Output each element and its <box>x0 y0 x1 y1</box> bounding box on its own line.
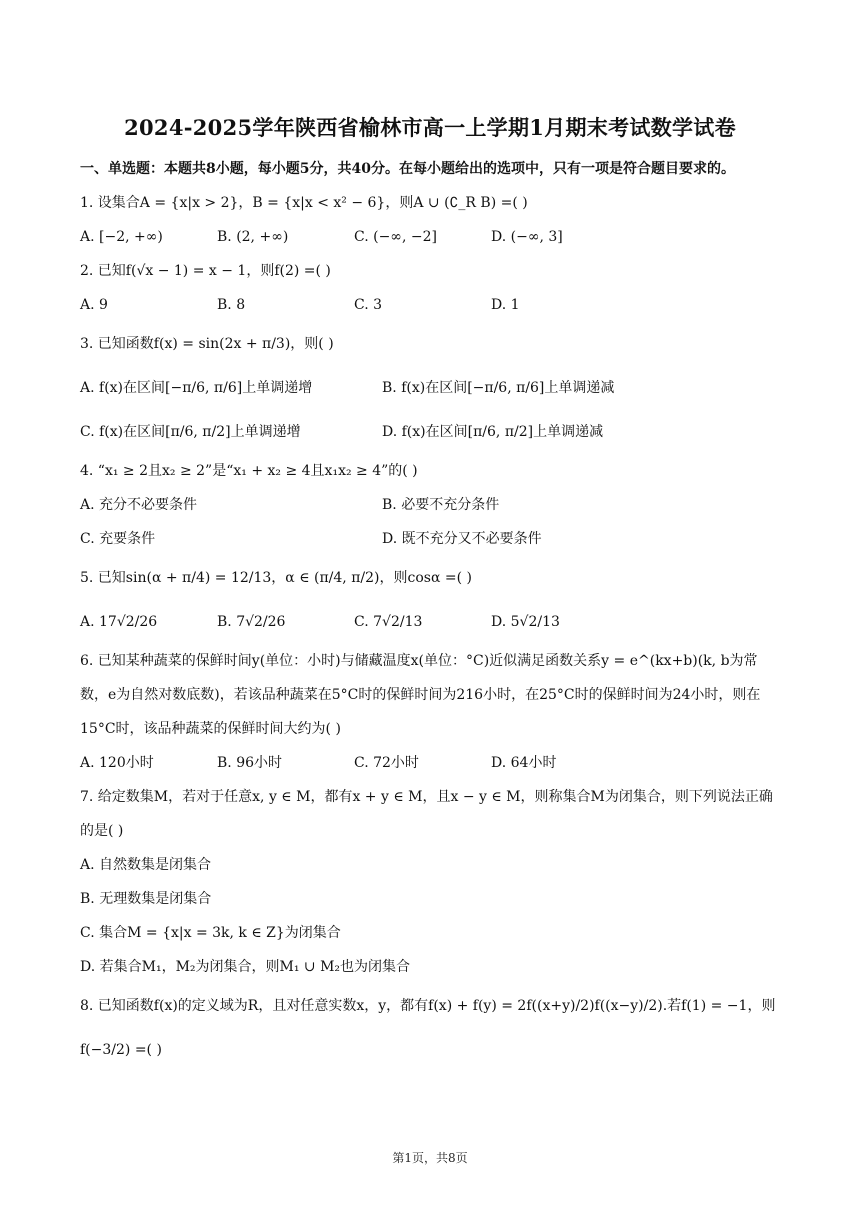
option-c: C. 72小时 <box>354 755 419 771</box>
option-d: D. 64小时 <box>491 755 557 771</box>
question-6-options <box>80 746 780 780</box>
question-1-options <box>80 220 780 254</box>
option-c: C. 7√2/13 <box>354 614 423 630</box>
question-1-stem: 1. 设集合A = {x|x > 2}，B = {x|x < x² − 6}，则A ∪ (∁_R B) =( ) <box>80 195 528 211</box>
section-heading: 一、单选题：本题共8小题，每小题5分，共40分。在每小题给出的选项中，只有一项是符合题目要求的。 <box>80 161 735 177</box>
option-a: A. 9 <box>80 297 108 313</box>
question-6-stem: 6. 已知某种蔬菜的保鲜时间y(单位：小时)与储藏温度x(单位：°C)近似满足函数关系y = e^(kx+b)(k, b为常数，e为自然对数底数)，若该品种蔬菜在5°C时的保鲜时间为216小时，在25°C时的保鲜时间为24小时，则在15°C时，该品种蔬菜的保鲜时间大约为( ) <box>80 653 761 737</box>
option-d: D. f(x)在区间[π/6, π/2]上单调递减 <box>382 424 604 440</box>
option-b: B. (2, +∞) <box>217 229 289 245</box>
page-footer: 第1页，共8页 <box>392 1151 468 1165</box>
option-b: B. f(x)在区间[−π/6, π/6]上单调递减 <box>382 380 615 396</box>
question-4-options-row2 <box>80 522 780 556</box>
question-2-options <box>80 288 780 322</box>
option-b: B. 7√2/26 <box>217 614 286 630</box>
question-list <box>80 152 780 1072</box>
option-d: D. 1 <box>491 297 520 313</box>
page-title: 2024-2025学年陕西省榆林市高一上学期1月期末考试数学试卷 <box>124 115 736 140</box>
option-a: A. 120小时 <box>80 755 154 771</box>
option-c: C. (−∞, −2] <box>354 229 437 245</box>
question-4-options-row1 <box>80 488 780 522</box>
option-c: C. 充要条件 <box>80 531 156 547</box>
option-a: A. 充分不必要条件 <box>80 497 198 513</box>
option-a: A. 17√2/26 <box>80 614 158 630</box>
option-a: A. [−2, +∞) <box>80 229 163 245</box>
question-4-stem: 4. “x₁ ≥ 2且x₂ ≥ 2”是“x₁ + x₂ ≥ 4且x₁x₂ ≥ 4”的( ) <box>80 463 418 479</box>
option-b: B. 8 <box>217 297 246 313</box>
option-b: B. 必要不充分条件 <box>382 497 500 513</box>
option-d: D. 既不充分又不必要条件 <box>382 531 542 547</box>
option-d: D. 5√2/13 <box>491 614 560 630</box>
option-b: B. 无理数集是闭集合 <box>80 891 212 907</box>
option-c: C. f(x)在区间[π/6, π/2]上单调递增 <box>80 424 301 440</box>
question-2-stem: 2. 已知f(√x − 1) = x − 1，则f(2) =( ) <box>80 263 331 279</box>
option-c: C. 3 <box>354 297 383 313</box>
option-c: C. 集合M = {x|x = 3k, k ∈ Z}为闭集合 <box>80 925 341 941</box>
question-3-options-row2 <box>80 410 780 454</box>
question-3-options-row1 <box>80 366 780 410</box>
question-7-stem: 7. 给定数集M，若对于任意x, y ∈ M，都有x + y ∈ M，且x − y ∈ M，则称集合M为闭集合，则下列说法正确的是( ) <box>80 789 773 839</box>
question-5-options <box>80 600 780 644</box>
option-d: D. 若集合M₁，M₂为闭集合，则M₁ ∪ M₂也为闭集合 <box>80 959 411 975</box>
question-8-stem: 8. 已知函数f(x)的定义域为R，且对任意实数x，y，都有f(x) + f(y) = 2f((x+y)/2)f((x−y)/2).若f(1) = −1，则f(−3/2) =( ) <box>80 998 776 1058</box>
option-d: D. (−∞, 3] <box>491 229 563 245</box>
option-a: A. 自然数集是闭集合 <box>80 857 212 873</box>
question-5-stem: 5. 已知sin(α + π/4) = 12/13，α ∈ (π/4, π/2)，则cosα =( ) <box>80 570 472 586</box>
option-a: A. f(x)在区间[−π/6, π/6]上单调递增 <box>80 380 313 396</box>
option-b: B. 96小时 <box>217 755 283 771</box>
question-3-stem: 3. 已知函数f(x) = sin(2x + π/3)，则( ) <box>80 336 334 352</box>
